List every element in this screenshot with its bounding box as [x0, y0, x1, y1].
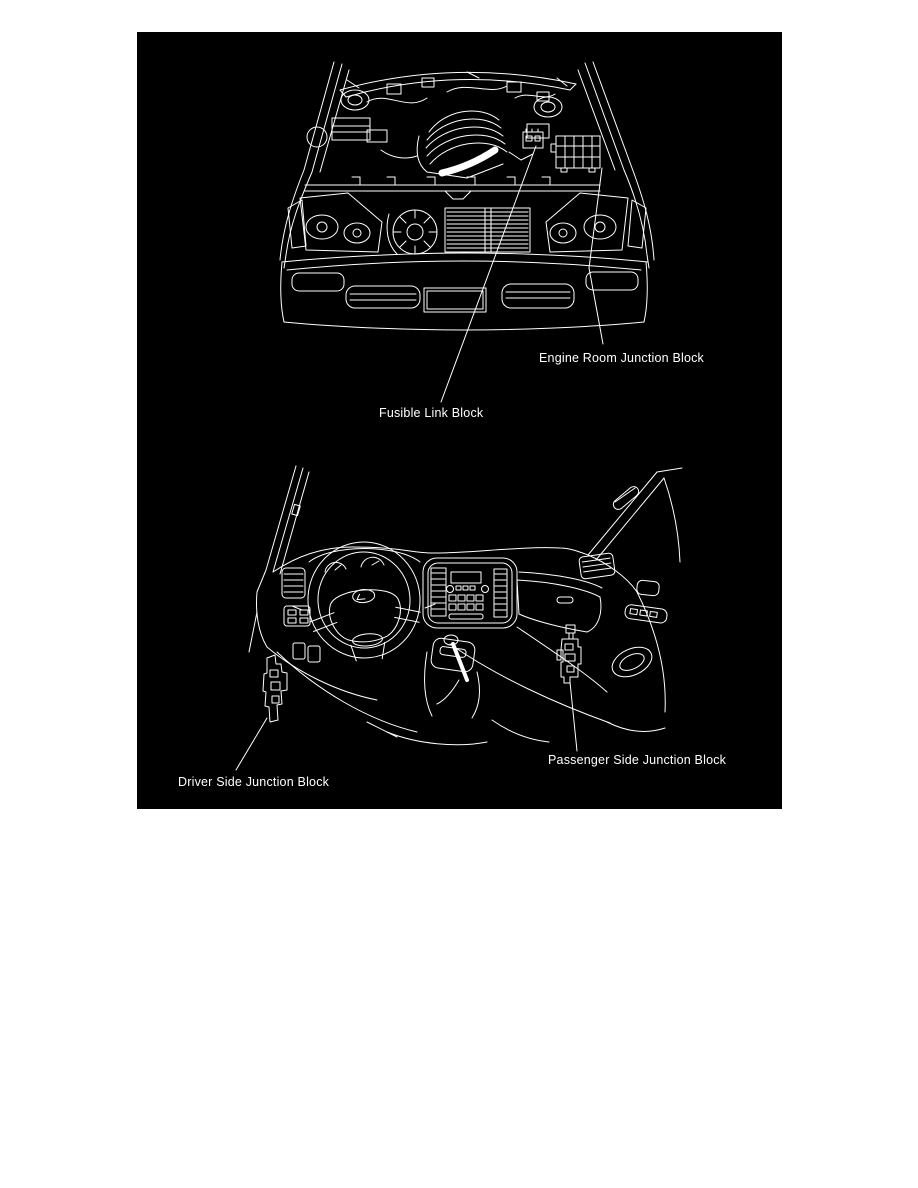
label-fusible-link-block: Fusible Link Block — [379, 406, 484, 420]
passenger-side-junction-block-part — [557, 625, 581, 683]
label-passenger-side-junction-block: Passenger Side Junction Block — [548, 753, 727, 767]
component-location-figure — [137, 32, 782, 809]
interior-left-pillar — [266, 466, 309, 574]
passenger-side-vent — [579, 553, 616, 580]
cooling-fan — [387, 210, 437, 254]
label-driver-side-junction-block: Driver Side Junction Block — [178, 775, 330, 789]
line-art-canvas — [137, 32, 782, 809]
steering-wheel — [303, 537, 425, 664]
radiator-support — [305, 177, 600, 199]
radiator — [445, 208, 530, 252]
instrument-cluster — [325, 557, 384, 572]
driver-side-junction-block-part — [263, 655, 287, 722]
driver-side-vent-switches — [282, 568, 320, 662]
hood-edge — [340, 72, 576, 97]
leader-line-driver-side-junction-block — [236, 718, 267, 770]
glove-box — [517, 572, 607, 692]
left-headlight — [300, 193, 382, 252]
leader-line-fusible-link-block — [441, 146, 536, 402]
door-panel — [588, 555, 668, 731]
label-engine-room-junction-block: Engine Room Junction Block — [539, 351, 705, 365]
shifter-console — [425, 635, 610, 723]
interior-illustration — [249, 466, 682, 745]
column-stalks — [292, 604, 435, 610]
center-stack — [423, 558, 517, 628]
leader-line-passenger-side-junction-block — [570, 682, 577, 751]
right-headlight — [546, 193, 628, 252]
floor-lines — [367, 720, 549, 745]
engine-room-junction-block-part — [551, 136, 600, 172]
interior-right-pillar — [588, 468, 682, 562]
